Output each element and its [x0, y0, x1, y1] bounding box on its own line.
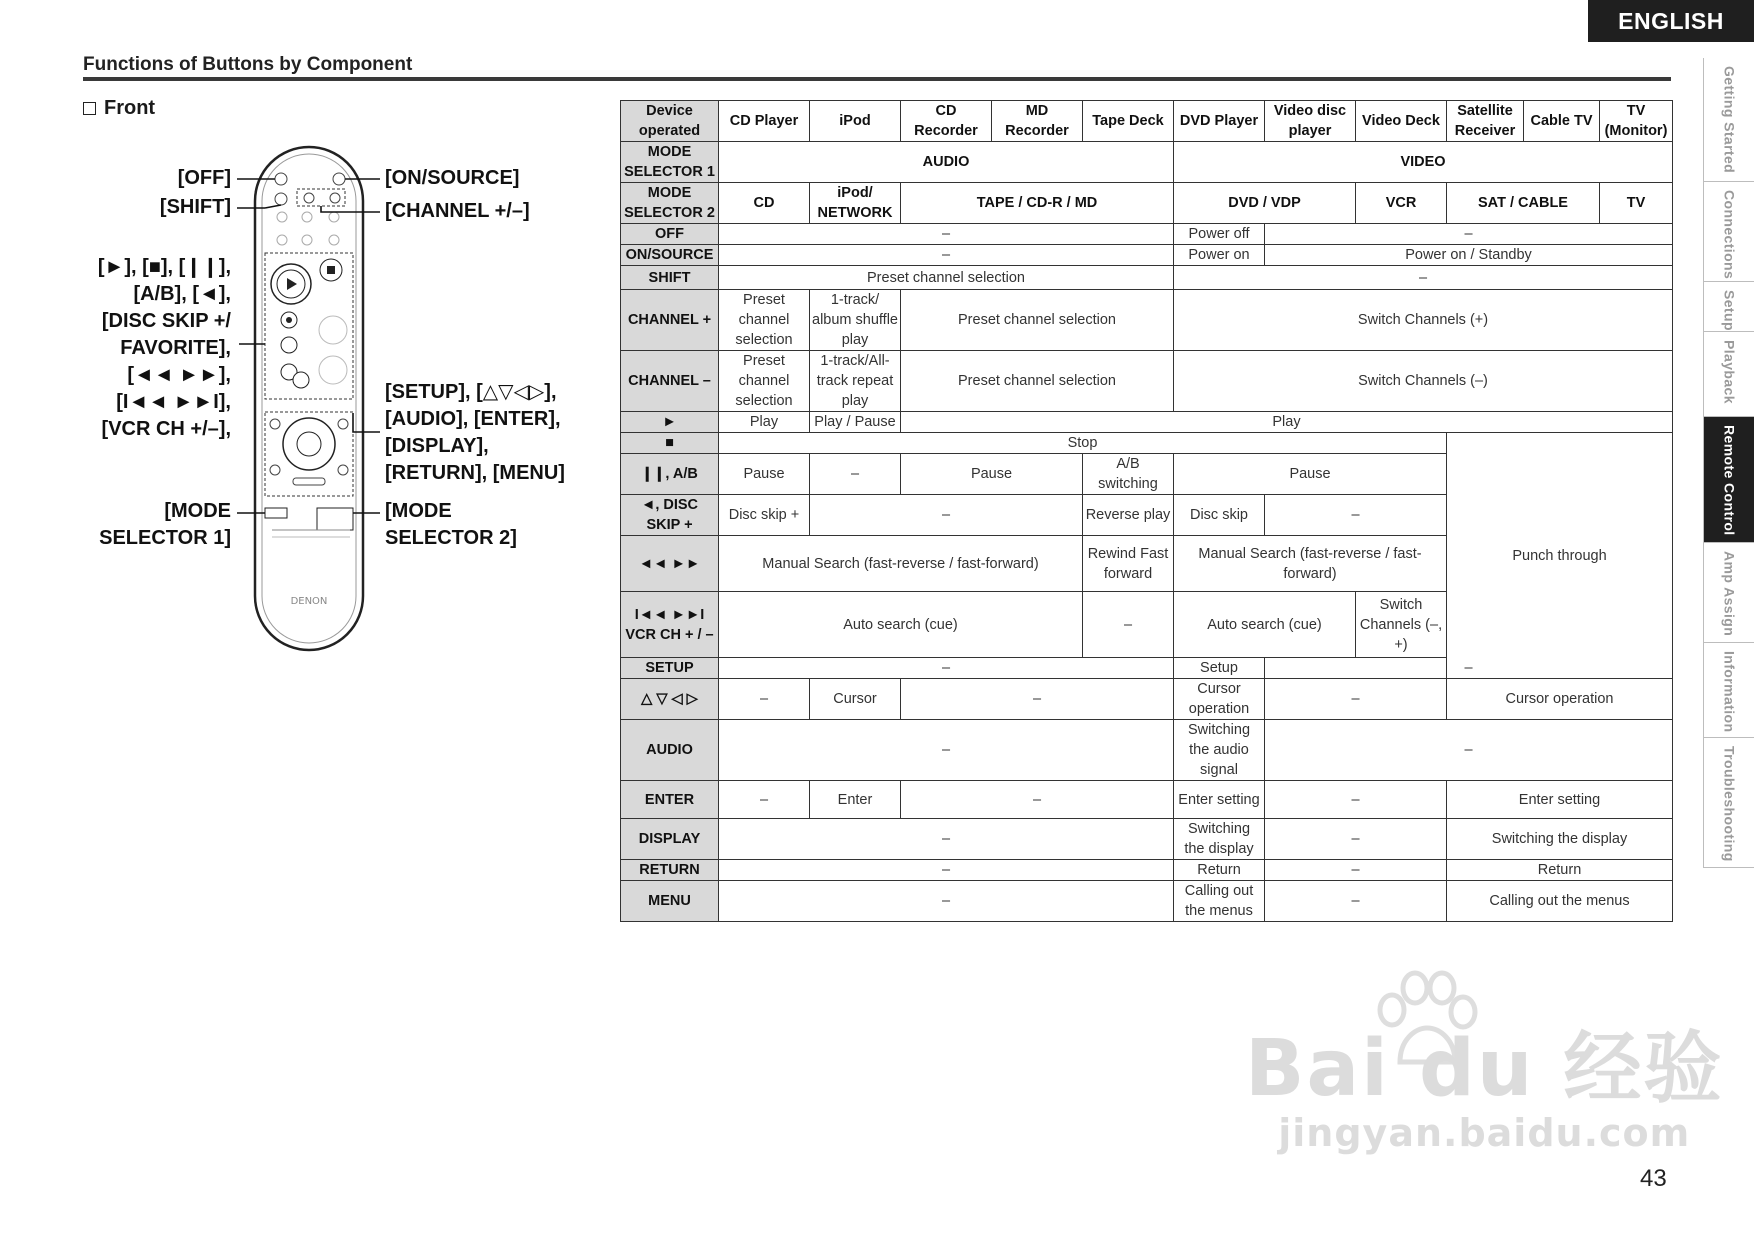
device-dvd-player: DVD Player — [1174, 101, 1265, 142]
remote-control-illustration — [0, 0, 600, 700]
label-off: [OFF] — [177, 167, 231, 189]
label-mode-selector-2: [MODE SELECTOR 2] — [385, 500, 517, 549]
table-row-channel-plus: CHANNEL + Preset channel selection 1-track/ album shuffle play Preset channel selection Switch Channels (+) — [621, 290, 1673, 351]
device-tape-deck: Tape Deck — [1083, 101, 1174, 142]
table-row-manual-search: ◄◄ ►► Manual Search (fast-reverse / fast-forward) Rewind Fast forward Manual Search (fast-reverse / fast-forward) — [621, 536, 1673, 592]
label-setup-buttons: [SETUP], [△▽◁▷], [AUDIO], [ENTER], [DISPLAY], [RETURN], [MENU] — [385, 381, 565, 484]
device-md-recorder: MD Recorder — [992, 101, 1083, 142]
device-video-deck: Video Deck — [1356, 101, 1447, 142]
table-row-stop: ■ Stop Punch through — [621, 433, 1673, 454]
table-row-cursor: △ ▽ ◁ ▷ – Cursor – Cursor operation – Cursor operation — [621, 679, 1673, 720]
table-row-channel-minus: CHANNEL – Preset channel selection 1-track/All- track repeat play Preset channel selection Switch Channels (–) — [621, 351, 1673, 412]
device-video-disc-player: Video disc player — [1265, 101, 1356, 142]
side-nav-playback[interactable]: Playback — [1704, 332, 1754, 417]
button-function-table — [620, 100, 1673, 922]
side-nav-information[interactable]: Information — [1704, 643, 1754, 738]
table-header-row — [621, 101, 1673, 142]
table-row-mode-selector-1: MODE SELECTOR 1 AUDIO VIDEO — [621, 142, 1673, 183]
baidu-watermark: Bai du 经验 jingyan.baidu.com — [1245, 1024, 1724, 1155]
device-satellite-receiver: Satellite Receiver — [1447, 101, 1524, 142]
side-nav-troubleshooting[interactable]: Troubleshooting — [1704, 738, 1754, 868]
label-shift: [SHIFT] — [159, 196, 231, 218]
device-operated-header: Device operated — [621, 101, 719, 142]
table-row-auto-search: I◄◄ ►►I VCR CH + / – Auto search (cue) – Auto search (cue) Switch Channels (–, +) — [621, 592, 1673, 658]
page-number: 43 — [1640, 1165, 1667, 1192]
section-title: Functions of Buttons by Component — [83, 54, 413, 75]
side-nav — [1703, 58, 1754, 868]
device-ipod: iPod — [810, 101, 901, 142]
table-row-on-source: ON/SOURCE – Power on Power on / Standby — [621, 245, 1673, 266]
language-tab: ENGLISH — [1588, 0, 1754, 42]
table-row-pause: ❙❙, A/B Pause – Pause A/B switching Pause — [621, 454, 1673, 495]
table-row-shift: SHIFT Preset channel selection – — [621, 266, 1673, 290]
side-nav-remote-control[interactable]: Remote Control — [1704, 417, 1754, 543]
table-row-setup: SETUP – Setup – — [621, 658, 1673, 679]
table-row-audio: AUDIO – Switching the audio signal – — [621, 720, 1673, 781]
table-row-mode-selector-2: MODE SELECTOR 2 CD iPod/ NETWORK TAPE / CD-R / MD DVD / VDP VCR SAT / CABLE TV — [621, 183, 1673, 224]
table-row-menu: MENU – Calling out the menus – Calling out the menus — [621, 881, 1673, 922]
side-nav-getting-started[interactable]: Getting Started — [1704, 58, 1754, 182]
device-cd-player: CD Player — [719, 101, 810, 142]
subsection-label: Front — [104, 97, 156, 119]
table-row-play: ► Play Play / Pause Play — [621, 412, 1673, 433]
side-nav-setup[interactable]: Setup — [1704, 282, 1754, 332]
table-row-display: DISPLAY – Switching the display – Switching the display — [621, 819, 1673, 860]
side-nav-connections[interactable]: Connections — [1704, 182, 1754, 282]
table-row-enter: ENTER – Enter – Enter setting – Enter setting — [621, 781, 1673, 819]
label-channel: [CHANNEL +/–] — [385, 200, 530, 222]
side-nav-amp-assign[interactable]: Amp Assign — [1704, 543, 1754, 643]
table-row-off: OFF – Power off – — [621, 224, 1673, 245]
table-row-disc-skip: ◄, DISC SKIP + Disc skip + – Reverse play Disc skip – — [621, 495, 1673, 536]
label-mode-selector-1: [MODE SELECTOR 1] — [99, 500, 231, 549]
label-on-source: [ON/SOURCE] — [385, 167, 520, 189]
device-tv-monitor: TV (Monitor) — [1600, 101, 1673, 142]
device-cable-tv: Cable TV — [1524, 101, 1600, 142]
table-row-return: RETURN – Return – Return — [621, 860, 1673, 881]
label-transport-buttons: [►], [■], [❙❙], [A/B], [◄], [DISC SKIP +/ FAVORITE], [◄◄ ►►], [I◄◄ ►►I], [VCR CH +/–], — [97, 256, 231, 440]
punch-through-cell: Punch through — [1447, 433, 1673, 679]
remote-brand: DENON — [290, 596, 328, 607]
device-cd-recorder: CD Recorder — [901, 101, 992, 142]
